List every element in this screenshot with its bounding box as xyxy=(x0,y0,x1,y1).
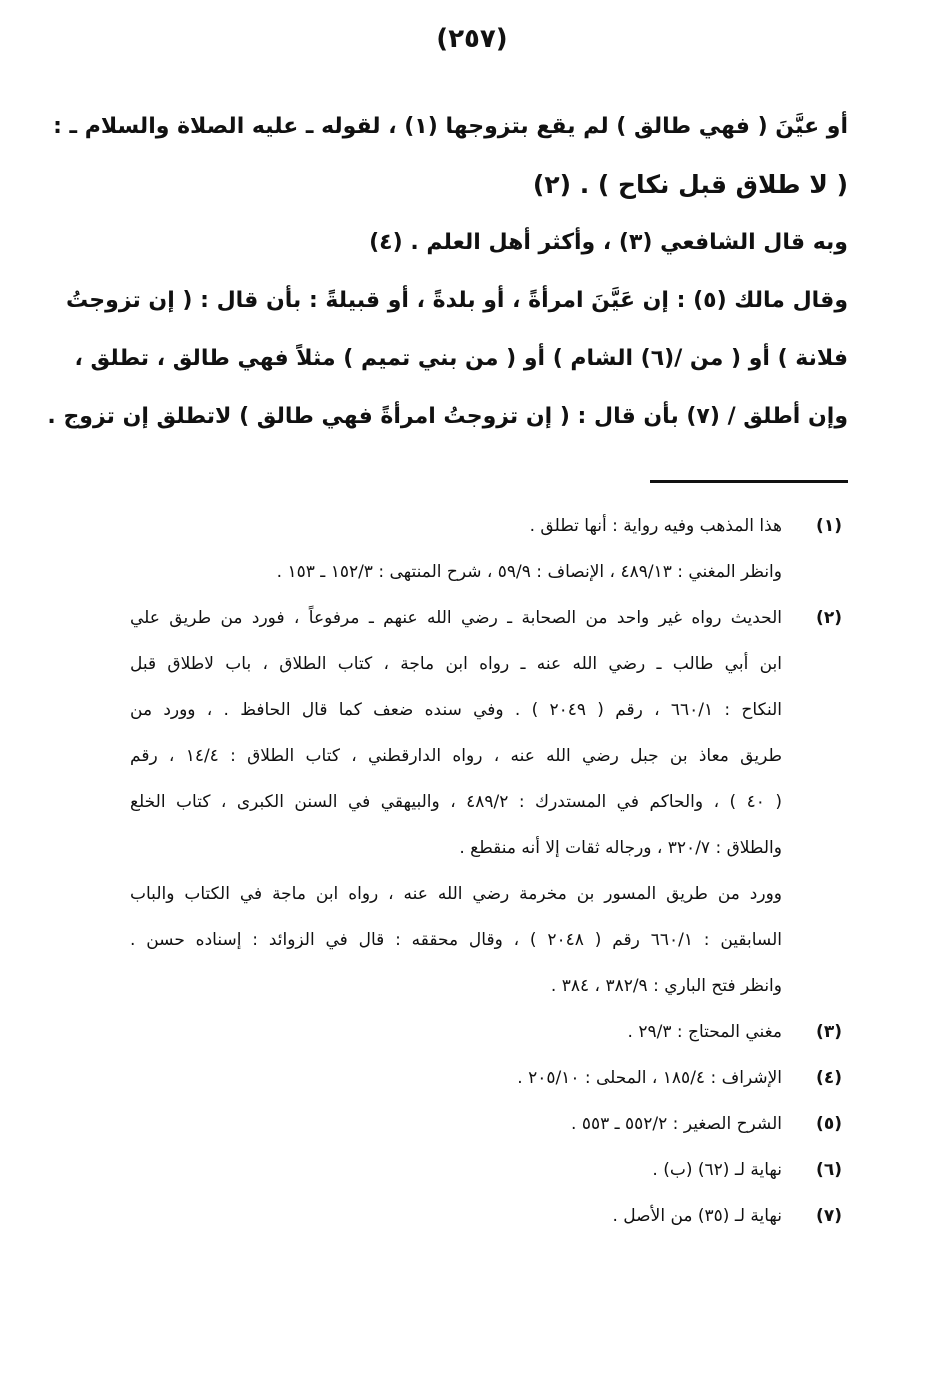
footnote-number: (٦) xyxy=(816,1160,842,1180)
footnotes xyxy=(130,503,842,1239)
footnote-number: (١) xyxy=(816,516,842,536)
footnote-number: (٧) xyxy=(816,1206,842,1226)
footnote-line xyxy=(130,917,842,963)
footnote-line xyxy=(130,503,842,549)
footnote-line xyxy=(130,687,842,733)
page-number: (٢٥٧) xyxy=(436,24,508,54)
footnote-line xyxy=(130,595,842,641)
footnote-text: نهاية لـ (٣٥) من الأصل . xyxy=(612,1206,782,1226)
footnote-line xyxy=(130,1147,842,1193)
footnote-text: السابقين : ٦٦٠/١ رقم ( ٢٠٤٨ ) ، وقال محققه : قال في الزوائد : إسناده حسن . xyxy=(130,930,783,950)
main-line: وإن أطلق / (٧) بأن قال : ( إن تزوجتُ امرأةً فهي طالق ) لاتطلق إن تزوج . xyxy=(47,404,848,429)
footnote-line xyxy=(130,779,842,825)
footnote-line xyxy=(130,641,842,687)
footnote-line xyxy=(130,871,842,917)
footnote-text: مغني المحتاج : ٢٩/٣ . xyxy=(627,1022,782,1042)
footnote-number: (٤) xyxy=(816,1068,842,1088)
footnote-text: هذا المذهب وفيه رواية : أنها تطلق . xyxy=(529,516,782,536)
footnote-number: (٣) xyxy=(816,1022,842,1042)
footnote-line xyxy=(130,1101,842,1147)
footnote-line xyxy=(130,1055,842,1101)
footnote-line xyxy=(130,1193,842,1239)
footnote-line xyxy=(130,825,842,871)
main-text xyxy=(47,98,848,446)
footnote-text: الإشراف : ١٨٥/٤ ، المحلى : ٢٠٥/١٠ . xyxy=(517,1068,782,1088)
footnote-text: النكاح : ٦٦٠/١ ، رقم ( ٢٠٤٩ ) . وفي سنده ضعف كما قال الحافظ . ، وورد من xyxy=(130,700,783,720)
footnote-number: (٢) xyxy=(816,608,842,628)
footnote-text: وانظر المغني : ٤٨٩/١٣ ، الإنصاف : ٥٩/٩ ، شرح المنتهى : ١٥٢/٣ ـ ١٥٣ . xyxy=(276,562,782,582)
footnote-text: ( ٤٠ ) ، والحاكم في المستدرك : ٤٨٩/٢ ، والبيهقي في السنن الكبرى ، كتاب الخلع xyxy=(130,792,782,812)
main-line: وقال مالك (٥) : إن عَيَّنَ امرأةً ، أو بلدةً ، أو قبيلةً : بأن قال : ( إن تزوجتُ xyxy=(66,288,848,313)
footnote-text: الحديث رواه غير واحد من الصحابة ـ رضي الله عنهم ـ مرفوعاً ، فورد من طريق علي xyxy=(130,608,782,628)
main-line: وبه قال الشافعي (٣) ، وأكثر أهل العلم . (٤) xyxy=(369,230,848,255)
footnote-line xyxy=(130,549,842,595)
footnote-text: الشرح الصغير : ٥٥٢/٢ ـ ٥٥٣ . xyxy=(571,1114,782,1134)
footnote-number: (٥) xyxy=(816,1114,842,1134)
footnote-separator xyxy=(650,480,848,483)
footnote-text: وانظر فتح الباري : ٣٨٢/٩ ، ٣٨٤ . xyxy=(550,976,782,996)
footnote-text: نهاية لـ (٦٢) (ب) . xyxy=(652,1160,782,1180)
hadith-line: ( لا طلاق قبل نكاح ) . (٢) xyxy=(532,170,848,199)
footnote-text: وورد من طريق المسور بن مخرمة رضي الله عنه ، رواه ابن ماجة في الكتاب والباب xyxy=(130,884,782,904)
footnote-line xyxy=(130,1009,842,1055)
main-line: أو عيَّنَ ( فهي طالق ) لم يقع بتزوجها (١) ، لقوله ـ عليه الصلاة والسلام ـ : xyxy=(53,114,848,139)
footnote-line xyxy=(130,963,842,1009)
main-line: فلانة ) أو ( من /(٦) الشام ) أو ( من بني تميم ) مثلاً فهي طالق ، تطلق ، xyxy=(74,346,848,371)
footnote-text: والطلاق : ٣٢٠/٧ ، ورجاله ثقات إلا أنه منقطع . xyxy=(459,838,782,858)
footnote-text: طريق معاذ بن جبل رضي الله عنه ، رواه الدارقطني ، كتاب الطلاق : ١٤/٤ ، رقم xyxy=(130,746,782,766)
footnote-text: ابن أبي طالب ـ رضي الله عنه ـ رواه ابن ماجة ، كتاب الطلاق ، باب لاطلاق قبل xyxy=(130,654,782,674)
footnote-line xyxy=(130,733,842,779)
